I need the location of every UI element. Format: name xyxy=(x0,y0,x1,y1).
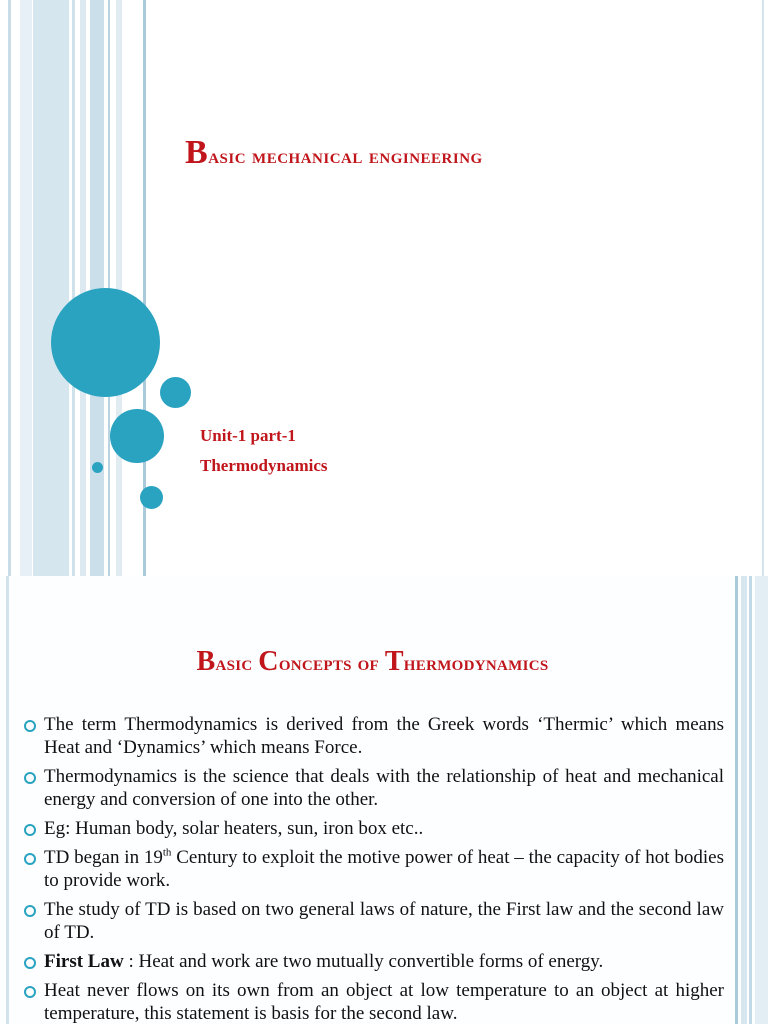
list-item xyxy=(24,846,724,892)
list-item xyxy=(24,898,724,944)
bullet-bold-term: First Law xyxy=(44,951,124,972)
bullet-text: The term Thermodynamics is derived from the Greek words ‘Thermic’ which means Heat and ‘Dynamics’ which means Force. xyxy=(44,714,724,758)
superscript: th xyxy=(162,846,172,859)
decor-stripe xyxy=(735,576,738,1024)
title-text: asic mechanical engineering xyxy=(208,143,483,168)
bullet-text: TD began in 19 xyxy=(44,847,163,868)
title-initial: T xyxy=(384,646,404,677)
decor-stripe xyxy=(749,576,752,1024)
decor-stripe xyxy=(755,576,768,1024)
content-slide xyxy=(0,576,768,1024)
tiny-circle-decor xyxy=(92,462,103,473)
medium-circle-decor xyxy=(110,409,164,463)
circle-bullet-icon xyxy=(24,720,36,732)
subtitle-topic: Thermodynamics xyxy=(200,456,328,475)
decor-stripe xyxy=(116,0,122,576)
title-text: asic xyxy=(215,650,259,675)
decor-stripe xyxy=(8,0,11,576)
circle-bullet-icon xyxy=(24,772,36,784)
decor-stripe xyxy=(33,0,69,576)
decor-stripe xyxy=(762,0,764,576)
list-item xyxy=(24,979,724,1024)
title-initial: B xyxy=(196,646,216,677)
bullet-text: Heat never flows on its own from an object at low temperature to an object at higher temperature, this statement is basis for the second law. xyxy=(44,980,724,1024)
circle-bullet-icon xyxy=(24,905,36,917)
circle-bullet-icon xyxy=(24,824,36,836)
title-initial: C xyxy=(258,646,279,677)
bullet-text: Thermodynamics is the science that deals with the relationship of heat and mechanical energy and conversion of one into the other. xyxy=(44,766,724,810)
title-initial: B xyxy=(185,134,209,171)
title-text: hermodynamics xyxy=(403,650,549,675)
decor-stripe xyxy=(6,576,9,1024)
small-circle-decor xyxy=(140,486,163,509)
bullet-list xyxy=(24,713,724,1024)
bullet-text: The study of TD is based on two general laws of nature, the First law and the second law of TD. xyxy=(44,899,724,943)
bullet-text: : Heat and work are two mutually convertible forms of energy. xyxy=(123,951,604,972)
circle-bullet-icon xyxy=(24,853,36,865)
list-item xyxy=(24,817,724,840)
slide-title xyxy=(185,134,745,172)
list-item xyxy=(24,765,724,811)
title-text: oncepts of xyxy=(278,650,385,675)
list-item xyxy=(24,713,724,759)
decor-stripe xyxy=(80,0,86,576)
slide-title xyxy=(0,646,745,678)
list-item xyxy=(24,950,724,973)
decor-stripe xyxy=(72,0,75,576)
subtitle-unit: Unit-1 part-1 xyxy=(200,426,296,445)
circle-bullet-icon xyxy=(24,957,36,969)
bullet-text: Eg: Human body, solar heaters, sun, iron box etc.. xyxy=(44,818,424,839)
large-circle-decor xyxy=(51,288,160,397)
decor-stripe xyxy=(741,576,747,1024)
decor-stripe xyxy=(20,0,32,576)
circle-bullet-icon xyxy=(24,986,36,998)
small-circle-decor xyxy=(160,377,191,408)
bullet-text: Century to exploit the motive power of heat – the capacity of hot bodies to provide work. xyxy=(44,847,724,891)
